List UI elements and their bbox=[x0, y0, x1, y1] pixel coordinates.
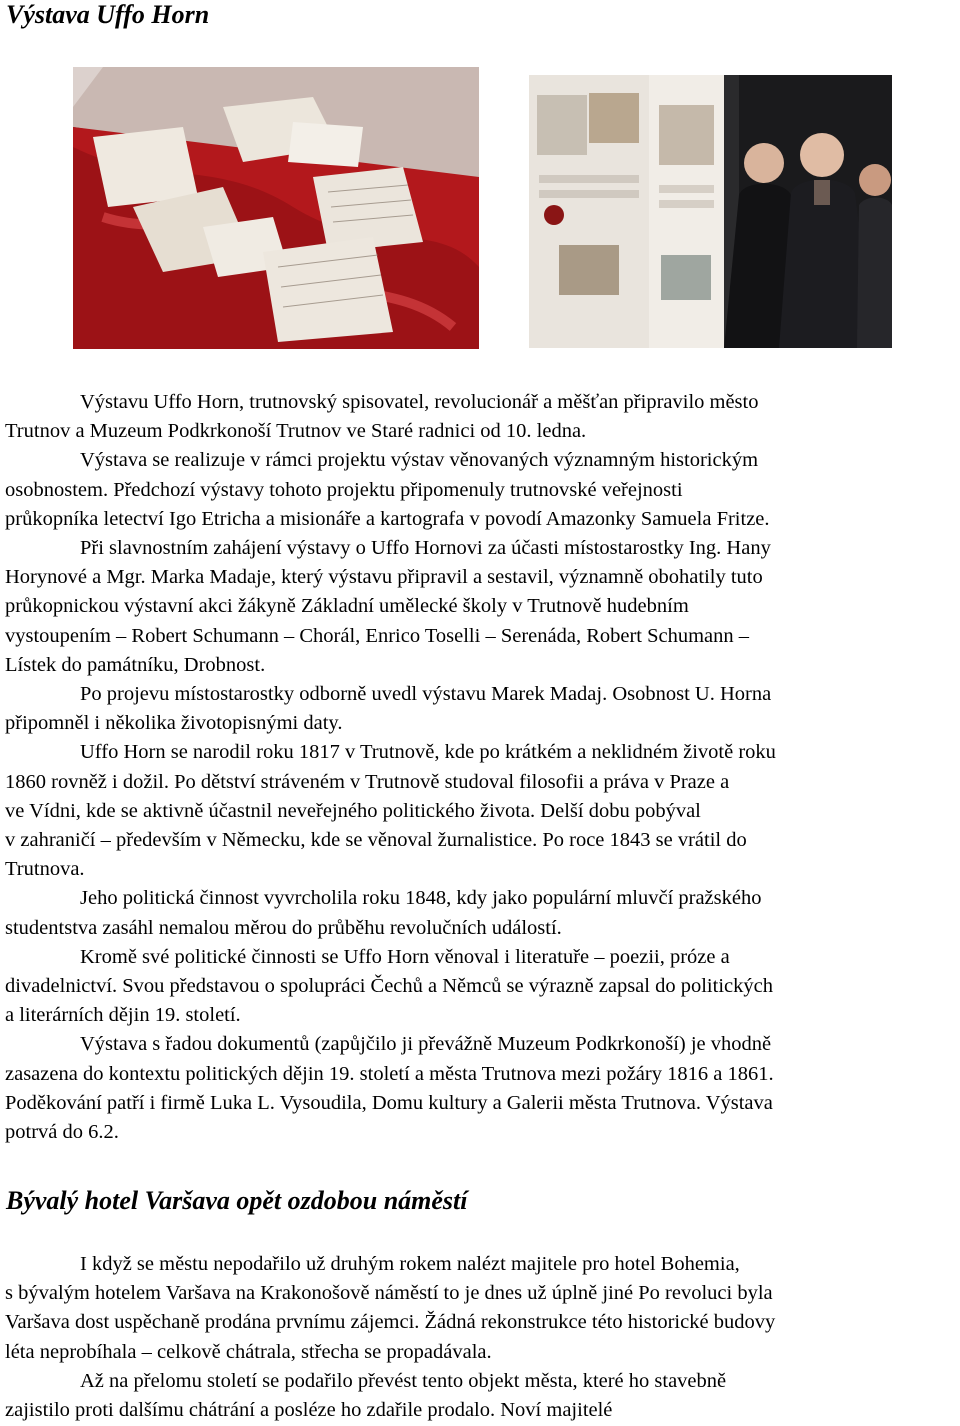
paragraph-line: léta neprobíhala – celkově chátrala, střecha se propadávala. bbox=[5, 1340, 492, 1363]
paragraph-line: Po projevu místostarostky odborně uvedl výstavu Marek Madaj. Osobnost U. Horna bbox=[80, 683, 772, 706]
paragraph-line: potrvá do 6.2. bbox=[5, 1121, 119, 1144]
paragraph-line: připomněl i několika životopisnými daty. bbox=[5, 712, 343, 735]
paragraph-line: Výstavu Uffo Horn, trutnovský spisovatel, revolucionář a měšťan připravilo město bbox=[80, 391, 759, 413]
paragraph-line: Jeho politická činnost vyvrcholila roku 1848, kdy jako populární mluvčí pražského bbox=[80, 887, 762, 910]
paragraph-line: v zahraničí – především v Německu, kde se věnoval žurnalistice. Po roce 1843 se vrátil do bbox=[5, 829, 747, 852]
paragraph-line: Až na přelomu století se podařilo převést tento objekt města, které ho stavebně bbox=[80, 1369, 727, 1392]
paragraph-line: Trutnova. bbox=[5, 858, 85, 881]
paragraph-line: 1860 rovněž i dožil. Po dětství stráveném v Trutnově studoval filosofii a práva v Praze a bbox=[5, 770, 730, 793]
article-body bbox=[5, 388, 956, 1147]
photo-display-case bbox=[73, 67, 479, 349]
section-title: Bývalý hotel Varšava opět ozdobou náměstí bbox=[6, 1186, 468, 1215]
paragraph-line: divadelnictví. Svou představou o spolupráci Čechů a Němců se výrazně zapsal do politických bbox=[5, 975, 773, 998]
paragraph-line: ve Vídni, kde se aktivně účastnil neveřejného politického života. Delší dobu pobýval bbox=[5, 799, 701, 822]
article-body-2 bbox=[5, 1250, 956, 1425]
paragraph-line: Uffo Horn se narodil roku 1817 v Trutnově, kde po krátkém a neklidném životě roku bbox=[80, 741, 776, 764]
paragraph-line: Výstava s řadou dokumentů (zapůjčilo ji převážně Muzeum Podkrkonoší) je vhodně bbox=[80, 1033, 772, 1056]
paragraph-line: studentstva zasáhl nemalou měrou do průběhu revolučních událostí. bbox=[5, 916, 562, 939]
paragraph-line: Při slavnostním zahájení výstavy o Uffo Hornovi za účasti místostarostky Ing. Hany bbox=[80, 537, 771, 560]
paragraph-line: osobnostem. Předchozí výstavy tohoto projektu připomenuly trutnovské veřejnosti bbox=[5, 478, 683, 501]
paragraph-line: Horynové a Mgr. Marka Madaje, který výstavu připravil a sestavil, významně obohatily tuto bbox=[5, 566, 763, 589]
paragraph-line: s bývalým hotelem Varšava na Krakonošově náměstí to je dnes už úplně jiné Po revoluci byla bbox=[5, 1282, 773, 1305]
paragraph-line: Trutnov a Muzeum Podkrkonoší Trutnov ve Staré radnici od 10. ledna. bbox=[5, 420, 587, 443]
paragraph-line: Výstava se realizuje v rámci projektu výstav věnovaných významným historickým bbox=[80, 449, 759, 472]
paragraph-line: Kromě své politické činnosti se Uffo Horn věnoval i literatuře – poezii, próze a bbox=[80, 945, 730, 968]
paragraph-line: Poděkování patří i firmě Luka L. Vysoudila, Domu kultury a Galerii města Trutnova. Výstava bbox=[5, 1091, 773, 1114]
paragraph-line: Lístek do památníku, Drobnost. bbox=[5, 653, 266, 676]
paragraph-line: zasazena do kontextu politických dějin 19. století a města Trutnova mezi požáry 1816 a 1861. bbox=[5, 1062, 774, 1085]
paragraph-line: průkopníka letectví Igo Etricha a misionáře a kartografa v povodí Amazonky Samuela Fritze. bbox=[5, 507, 770, 530]
paragraph-line: a literárních dějin 19. století. bbox=[5, 1004, 241, 1027]
paragraph-line: vystoupením – Robert Schumann – Chorál, Enrico Toselli – Serenáda, Robert Schumann – bbox=[5, 624, 750, 647]
paragraph-line: průkopnickou výstavní akci žákyně Základní umělecké školy v Trutnově hudebním bbox=[5, 595, 689, 618]
paragraph-line: Varšava dost uspěchaně prodána prvnímu zájemci. Žádná rekonstrukce této historické budovy bbox=[5, 1311, 776, 1334]
paragraph-line: zajistilo proti dalšímu chátrání a posléze ho zdařile prodalo. Noví majitelé bbox=[5, 1399, 613, 1422]
paragraph-line: I když se městu nepodařilo už druhým rokem nalézt majitele pro hotel Bohemia, bbox=[80, 1253, 740, 1275]
photo-exhibition-visitors bbox=[529, 75, 892, 348]
article-title: Výstava Uffo Horn bbox=[6, 0, 210, 29]
